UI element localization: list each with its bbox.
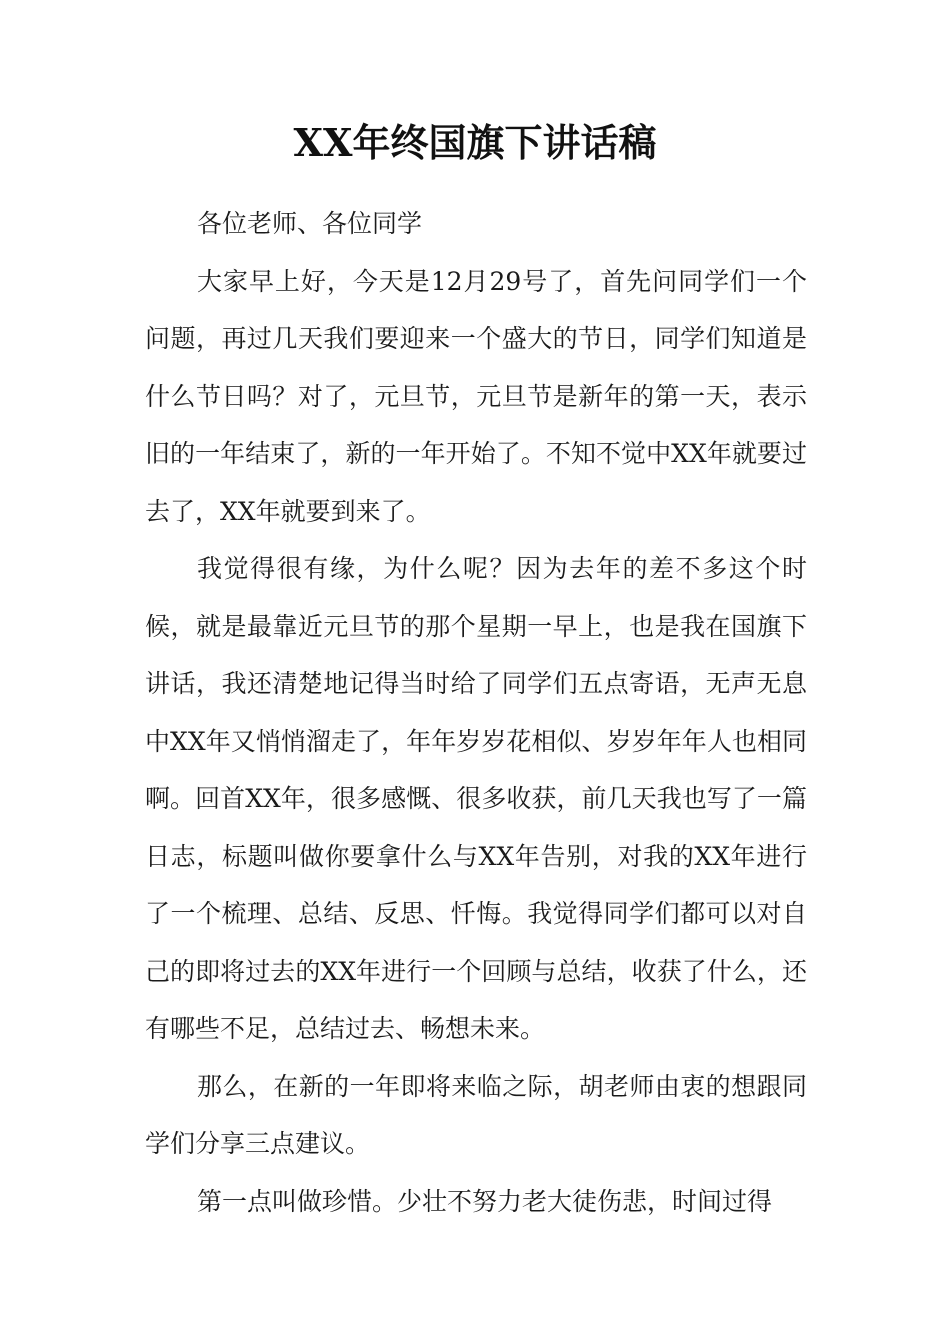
document-body (145, 195, 807, 1230)
document-title: XX年终国旗下讲话稿 (293, 120, 657, 165)
paragraph-2: 我觉得很有缘，为什么呢？因为去年的差不多这个时候，就是最靠近元旦节的那个星期一早上，也是我在国旗下讲话，我还清楚地记得当时给了同学们五点寄语，无声无息中XX年又悄悄溜走了，年年岁岁花相似、岁岁年年人也相同啊。回首XX年，很多感慨、很多收获，前几天我也写了一篇日志，标题叫做你要拿什么与XX年告别，对我的XX年进行了一个梳理、总结、反思、忏悔。我觉得同学们都可以对自己的即将过去的XX年进行一个回顾与总结，收获了什么，还有哪些不足，总结过去、畅想未来。 (145, 554, 807, 1043)
paragraph-3: 那么，在新的一年即将来临之际，胡老师由衷的想跟同学们分享三点建议。 (145, 1071, 807, 1158)
paragraph-1: 大家早上好，今天是12月29号了，首先问同学们一个问题，再过几天我们要迎来一个盛大的节日，同学们知道是什么节日吗？对了，元旦节，元旦节是新年的第一天，表示旧的一年结束了，新的一年开始了。不知不觉中XX年就要过去了，XX年就要到来了。 (145, 266, 807, 526)
paragraph-4: 第一点叫做珍惜。少壮不努力老大徒伤悲，时间过得 (197, 1186, 773, 1216)
salutation-paragraph: 各位老师、各位同学 (197, 209, 423, 238)
